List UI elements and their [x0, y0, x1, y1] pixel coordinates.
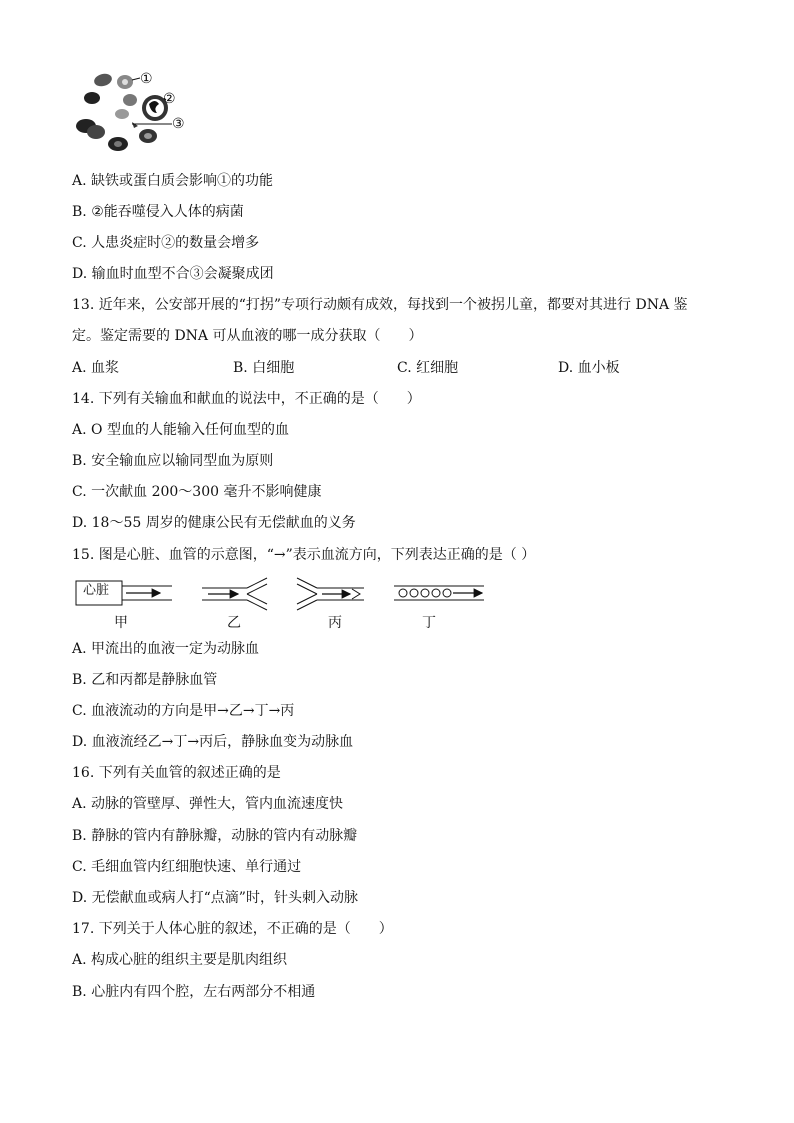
heart-box-label: 心脏 — [83, 583, 110, 598]
q14-option-d: D. 18～55 周岁的健康公民有无偿献血的义务 — [72, 515, 356, 531]
q15-stem: 15. 图是心脏、血管的示意图，“→”表示血流方向，下列表达正确的是（ ） — [72, 547, 536, 563]
q16-option-b: B. 静脉的管内有静脉瓣，动脉的管内有动脉瓣 — [72, 828, 358, 844]
q16-option-d: D. 无偿献血或病人打“点滴”时，针头刺入动脉 — [72, 890, 358, 906]
fig-label-jia: 甲 — [114, 615, 128, 631]
q13-option-b: B. 白细胞 — [233, 360, 295, 376]
q15-option-d: D. 血液流经乙→丁→丙后，静脉血变为动脉血 — [72, 734, 354, 750]
q13-option-d: D. 血小板 — [558, 360, 620, 376]
q12-option-c: C. 人患炎症时②的数量会增多 — [72, 235, 260, 251]
q12-option-b: B. ②能吞噬侵入人体的病菌 — [72, 204, 244, 220]
q16-option-c: C. 毛细血管内红细胞快速、单行通过 — [72, 859, 302, 875]
q13-stem-line2: 定。鉴定需要的 DNA 可从血液的哪一成分获取（ ） — [72, 328, 423, 344]
vessel-diagram — [72, 574, 502, 634]
q14-option-a: A. O 型血的人能输入任何血型的血 — [72, 422, 289, 438]
q13-option-a: A. 血浆 — [72, 360, 120, 376]
fig-label-ding: 丁 — [422, 615, 436, 631]
q15-option-c: C. 血液流动的方向是甲→乙→丁→丙 — [72, 703, 295, 719]
q17-stem: 17. 下列关于人体心脏的叙述，不正确的是（ ） — [72, 921, 393, 937]
q13-stem-line1: 13. 近年来，公安部开展的“打拐”专项行动颇有成效，每找到一个被拐儿童，都要对其进行 DNA 鉴 — [72, 297, 688, 313]
fig-label-bing: 丙 — [328, 615, 342, 631]
fig-label-yi: 乙 — [227, 615, 241, 631]
q15-option-a: A. 甲流出的血液一定为动脉血 — [72, 641, 260, 657]
label-2: ② — [163, 91, 176, 107]
blood-cell-figure — [70, 68, 200, 158]
q16-stem: 16. 下列有关血管的叙述正确的是 — [72, 765, 281, 781]
blood-smear-illustration — [70, 68, 200, 158]
label-3: ③ — [172, 116, 185, 132]
q14-option-b: B. 安全输血应以输同型血为原则 — [72, 453, 274, 469]
q15-option-b: B. 乙和丙都是静脉血管 — [72, 672, 218, 688]
heart-vessel-figure — [72, 574, 502, 634]
q16-option-a: A. 动脉的管壁厚、弹性大，管内血流速度快 — [72, 796, 344, 812]
label-1: ① — [140, 71, 153, 87]
q17-option-a: A. 构成心脏的组织主要是肌肉组织 — [72, 952, 288, 968]
q13-option-c: C. 红细胞 — [397, 360, 459, 376]
q14-stem: 14. 下列有关输血和献血的说法中，不正确的是（ ） — [72, 391, 421, 407]
q14-option-c: C. 一次献血 200～300 毫升不影响健康 — [72, 484, 322, 500]
q12-option-d: D. 输血时血型不合③会凝聚成团 — [72, 266, 274, 282]
q12-option-a: A. 缺铁或蛋白质会影响①的功能 — [72, 173, 274, 189]
q17-option-b: B. 心脏内有四个腔，左右两部分不相通 — [72, 984, 316, 1000]
